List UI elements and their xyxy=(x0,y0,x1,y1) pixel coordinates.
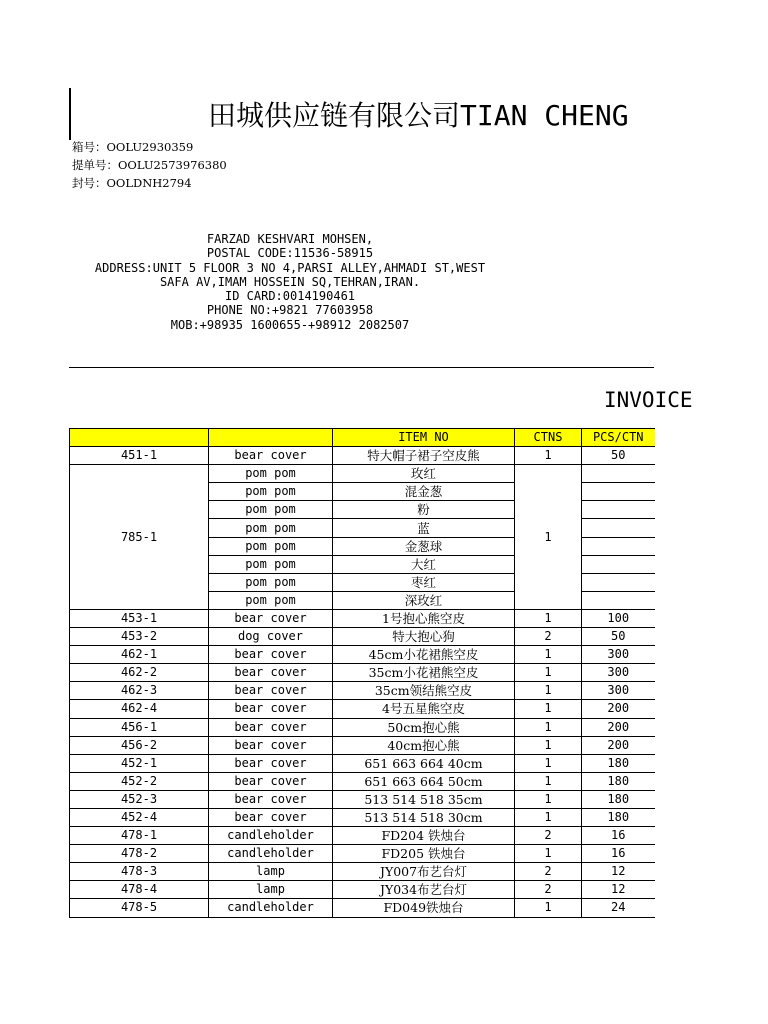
cartons-cell: 1 xyxy=(515,899,582,917)
model-number-cell: 462-1 xyxy=(70,646,209,664)
cartons-cell: 1 xyxy=(515,718,582,736)
description-cell: bear cover xyxy=(209,808,333,826)
table-row xyxy=(70,808,655,826)
item-name-cell: 50cm抱心熊 xyxy=(333,718,515,736)
table-row xyxy=(70,845,655,863)
table-row xyxy=(70,736,655,754)
cartons-cell: 2 xyxy=(515,863,582,881)
model-number-cell: 453-1 xyxy=(70,609,209,627)
cartons-cell: 2 xyxy=(515,827,582,845)
address-line: PHONE NO:+9821 77603958 xyxy=(206,303,374,318)
address-line: FARZAD KESHVARI MOHSEN, xyxy=(206,232,374,246)
pieces-per-carton-cell: 200 xyxy=(582,718,655,736)
model-number-cell: 456-2 xyxy=(70,736,209,754)
model-number-cell: 478-3 xyxy=(70,863,209,881)
description-cell: bear cover xyxy=(209,718,333,736)
item-name-cell: 特大帽子裙子空皮熊 xyxy=(333,447,515,465)
description-cell: bear cover xyxy=(209,664,333,682)
pieces-per-carton-cell: 12 xyxy=(582,881,655,899)
cartons-cell: 1 xyxy=(515,447,582,465)
item-name-cell: 蓝 xyxy=(333,519,515,537)
item-name-cell: 大红 xyxy=(333,555,515,573)
item-name-cell: 4号五星熊空皮 xyxy=(333,700,515,718)
cartons-cell: 1 xyxy=(515,772,582,790)
table-row xyxy=(70,628,655,646)
description-cell: bear cover xyxy=(209,754,333,772)
item-name-cell: 粉 xyxy=(333,501,515,519)
pieces-per-carton-cell: 100 xyxy=(582,609,655,627)
description-cell: candleholder xyxy=(209,845,333,863)
cartons-cell: 1 xyxy=(515,845,582,863)
item-name-cell: JY034布艺台灯 xyxy=(333,881,515,899)
item-name-cell: 651 663 664 50cm xyxy=(333,772,515,790)
description-cell: pom pom xyxy=(209,555,333,573)
pieces-per-carton-cell xyxy=(582,555,655,573)
container-number: 箱号：OOLU2930359 xyxy=(72,140,194,154)
description-cell: pom pom xyxy=(209,483,333,501)
model-number-cell: 462-3 xyxy=(70,682,209,700)
model-number-cell: 478-1 xyxy=(70,827,209,845)
pieces-per-carton-cell xyxy=(582,591,655,609)
cartons-cell: 1 xyxy=(515,646,582,664)
model-number-cell: 478-5 xyxy=(70,899,209,917)
description-cell: candleholder xyxy=(209,827,333,845)
pieces-per-carton-cell xyxy=(582,483,655,501)
item-name-cell: 金葱球 xyxy=(333,537,515,555)
table-row xyxy=(70,827,655,845)
table-row xyxy=(70,447,655,465)
description-cell: dog cover xyxy=(209,628,333,646)
pieces-per-carton-cell xyxy=(582,573,655,591)
description-cell: pom pom xyxy=(209,573,333,591)
table-row xyxy=(70,682,655,700)
cartons-cell: 1 xyxy=(515,664,582,682)
consignee-address xyxy=(70,232,510,332)
description-cell: lamp xyxy=(209,863,333,881)
cartons-cell: 2 xyxy=(515,628,582,646)
item-name-cell: FD205 铁烛台 xyxy=(333,845,515,863)
header-cell xyxy=(70,429,209,447)
model-number-cell: 456-1 xyxy=(70,718,209,736)
address-line: SAFA AV,IMAM HOSSEIN SQ,TEHRAN,IRAN. xyxy=(159,274,421,289)
pieces-per-carton-cell: 300 xyxy=(582,646,655,664)
model-number-cell: 452-1 xyxy=(70,754,209,772)
pieces-per-carton-cell: 50 xyxy=(582,447,655,465)
pieces-per-carton-cell xyxy=(582,537,655,555)
table-row xyxy=(70,881,655,899)
model-number-cell: 452-2 xyxy=(70,772,209,790)
cartons-cell: 1 xyxy=(515,609,582,627)
pieces-per-carton-cell xyxy=(582,519,655,537)
description-cell: candleholder xyxy=(209,899,333,917)
description-cell: lamp xyxy=(209,881,333,899)
model-number-cell: 453-2 xyxy=(70,628,209,646)
description-cell: bear cover xyxy=(209,447,333,465)
item-name-cell: 玫红 xyxy=(333,465,515,483)
pieces-per-carton-cell xyxy=(582,501,655,519)
model-number-cell: 462-4 xyxy=(70,700,209,718)
model-number-cell: 452-3 xyxy=(70,790,209,808)
item-name-cell: 651 663 664 40cm xyxy=(333,754,515,772)
cartons-cell: 1 xyxy=(515,682,582,700)
pieces-per-carton-cell: 180 xyxy=(582,808,655,826)
item-name-cell: 1号抱心熊空皮 xyxy=(333,609,515,627)
table-row xyxy=(70,754,655,772)
left-border-line xyxy=(69,88,71,140)
cartons-cell: 1 xyxy=(515,736,582,754)
description-cell: pom pom xyxy=(209,501,333,519)
model-number-cell: 462-2 xyxy=(70,664,209,682)
model-number-cell: 478-4 xyxy=(70,881,209,899)
pieces-per-carton-cell: 200 xyxy=(582,736,655,754)
model-number-cell: 478-2 xyxy=(70,845,209,863)
description-cell: bear cover xyxy=(209,790,333,808)
cartons-cell: 1 xyxy=(515,808,582,826)
table-row xyxy=(70,700,655,718)
pieces-per-carton-cell: 300 xyxy=(582,664,655,682)
description-cell: pom pom xyxy=(209,537,333,555)
company-title: 田城供应链有限公司TIAN CHENG xyxy=(208,99,629,132)
table-row xyxy=(70,790,655,808)
description-cell: pom pom xyxy=(209,465,333,483)
table-row xyxy=(70,863,655,881)
seal-number: 封号：OOLDNH2794 xyxy=(72,176,192,190)
description-cell: bear cover xyxy=(209,772,333,790)
address-line: MOB:+98935 1600655-+98912 2082507 xyxy=(170,317,410,332)
table-row xyxy=(70,718,655,736)
pieces-per-carton-cell: 300 xyxy=(582,682,655,700)
header-cell: CTNS xyxy=(515,429,582,447)
divider-line xyxy=(69,367,654,368)
cartons-cell: 2 xyxy=(515,881,582,899)
item-name-cell: 513 514 518 30cm xyxy=(333,808,515,826)
item-name-cell: FD204 铁烛台 xyxy=(333,827,515,845)
pieces-per-carton-cell: 180 xyxy=(582,790,655,808)
description-cell: bear cover xyxy=(209,609,333,627)
item-name-cell: FD049铁烛台 xyxy=(333,899,515,917)
address-line: ID CARD:0014190461 xyxy=(224,289,356,304)
description-cell: bear cover xyxy=(209,682,333,700)
table-row xyxy=(70,465,655,483)
description-cell: pom pom xyxy=(209,519,333,537)
cartons-cell: 1 xyxy=(515,790,582,808)
header-cell: ITEM NO xyxy=(333,429,515,447)
table-row xyxy=(70,646,655,664)
item-name-cell: 45cm小花裙熊空皮 xyxy=(333,646,515,664)
item-name-cell: 40cm抱心熊 xyxy=(333,736,515,754)
item-name-cell: 深玫红 xyxy=(333,591,515,609)
bill-of-lading-number: 提单号：OOLU2573976380 xyxy=(72,158,227,172)
address-line: POSTAL CODE:11536-58915 xyxy=(206,246,374,261)
item-name-cell: 35cm小花裙熊空皮 xyxy=(333,664,515,682)
pieces-per-carton-cell: 200 xyxy=(582,700,655,718)
pieces-per-carton-cell: 16 xyxy=(582,845,655,863)
model-number-cell: 451-1 xyxy=(70,447,209,465)
pieces-per-carton-cell xyxy=(582,465,655,483)
item-name-cell: JY007布艺台灯 xyxy=(333,863,515,881)
cartons-cell: 1 xyxy=(515,700,582,718)
item-name-cell: 35cm领结熊空皮 xyxy=(333,682,515,700)
model-number-cell: 452-4 xyxy=(70,808,209,826)
table-row xyxy=(70,772,655,790)
cartons-cell: 1 xyxy=(515,465,582,610)
description-cell: bear cover xyxy=(209,736,333,754)
pieces-per-carton-cell: 24 xyxy=(582,899,655,917)
table-row xyxy=(70,664,655,682)
item-name-cell: 枣红 xyxy=(333,573,515,591)
pieces-per-carton-cell: 180 xyxy=(582,754,655,772)
header-cell: PCS/CTN xyxy=(582,429,655,447)
pieces-per-carton-cell: 50 xyxy=(582,628,655,646)
table-row xyxy=(70,609,655,627)
item-name-cell: 特大抱心狗 xyxy=(333,628,515,646)
description-cell: pom pom xyxy=(209,591,333,609)
address-line: ADDRESS:UNIT 5 FLOOR 3 NO 4,PARSI ALLEY,AHMADI ST,WEST xyxy=(94,260,486,275)
invoice-table xyxy=(69,428,655,918)
pieces-per-carton-cell: 12 xyxy=(582,863,655,881)
header-cell xyxy=(209,429,333,447)
pieces-per-carton-cell: 180 xyxy=(582,772,655,790)
description-cell: bear cover xyxy=(209,700,333,718)
description-cell: bear cover xyxy=(209,646,333,664)
invoice-heading: INVOICE xyxy=(604,388,693,412)
table-header-row xyxy=(70,429,655,447)
cartons-cell: 1 xyxy=(515,754,582,772)
table-row xyxy=(70,899,655,917)
model-number-cell: 785-1 xyxy=(70,465,209,610)
pieces-per-carton-cell: 16 xyxy=(582,827,655,845)
item-name-cell: 混金葱 xyxy=(333,483,515,501)
item-name-cell: 513 514 518 35cm xyxy=(333,790,515,808)
